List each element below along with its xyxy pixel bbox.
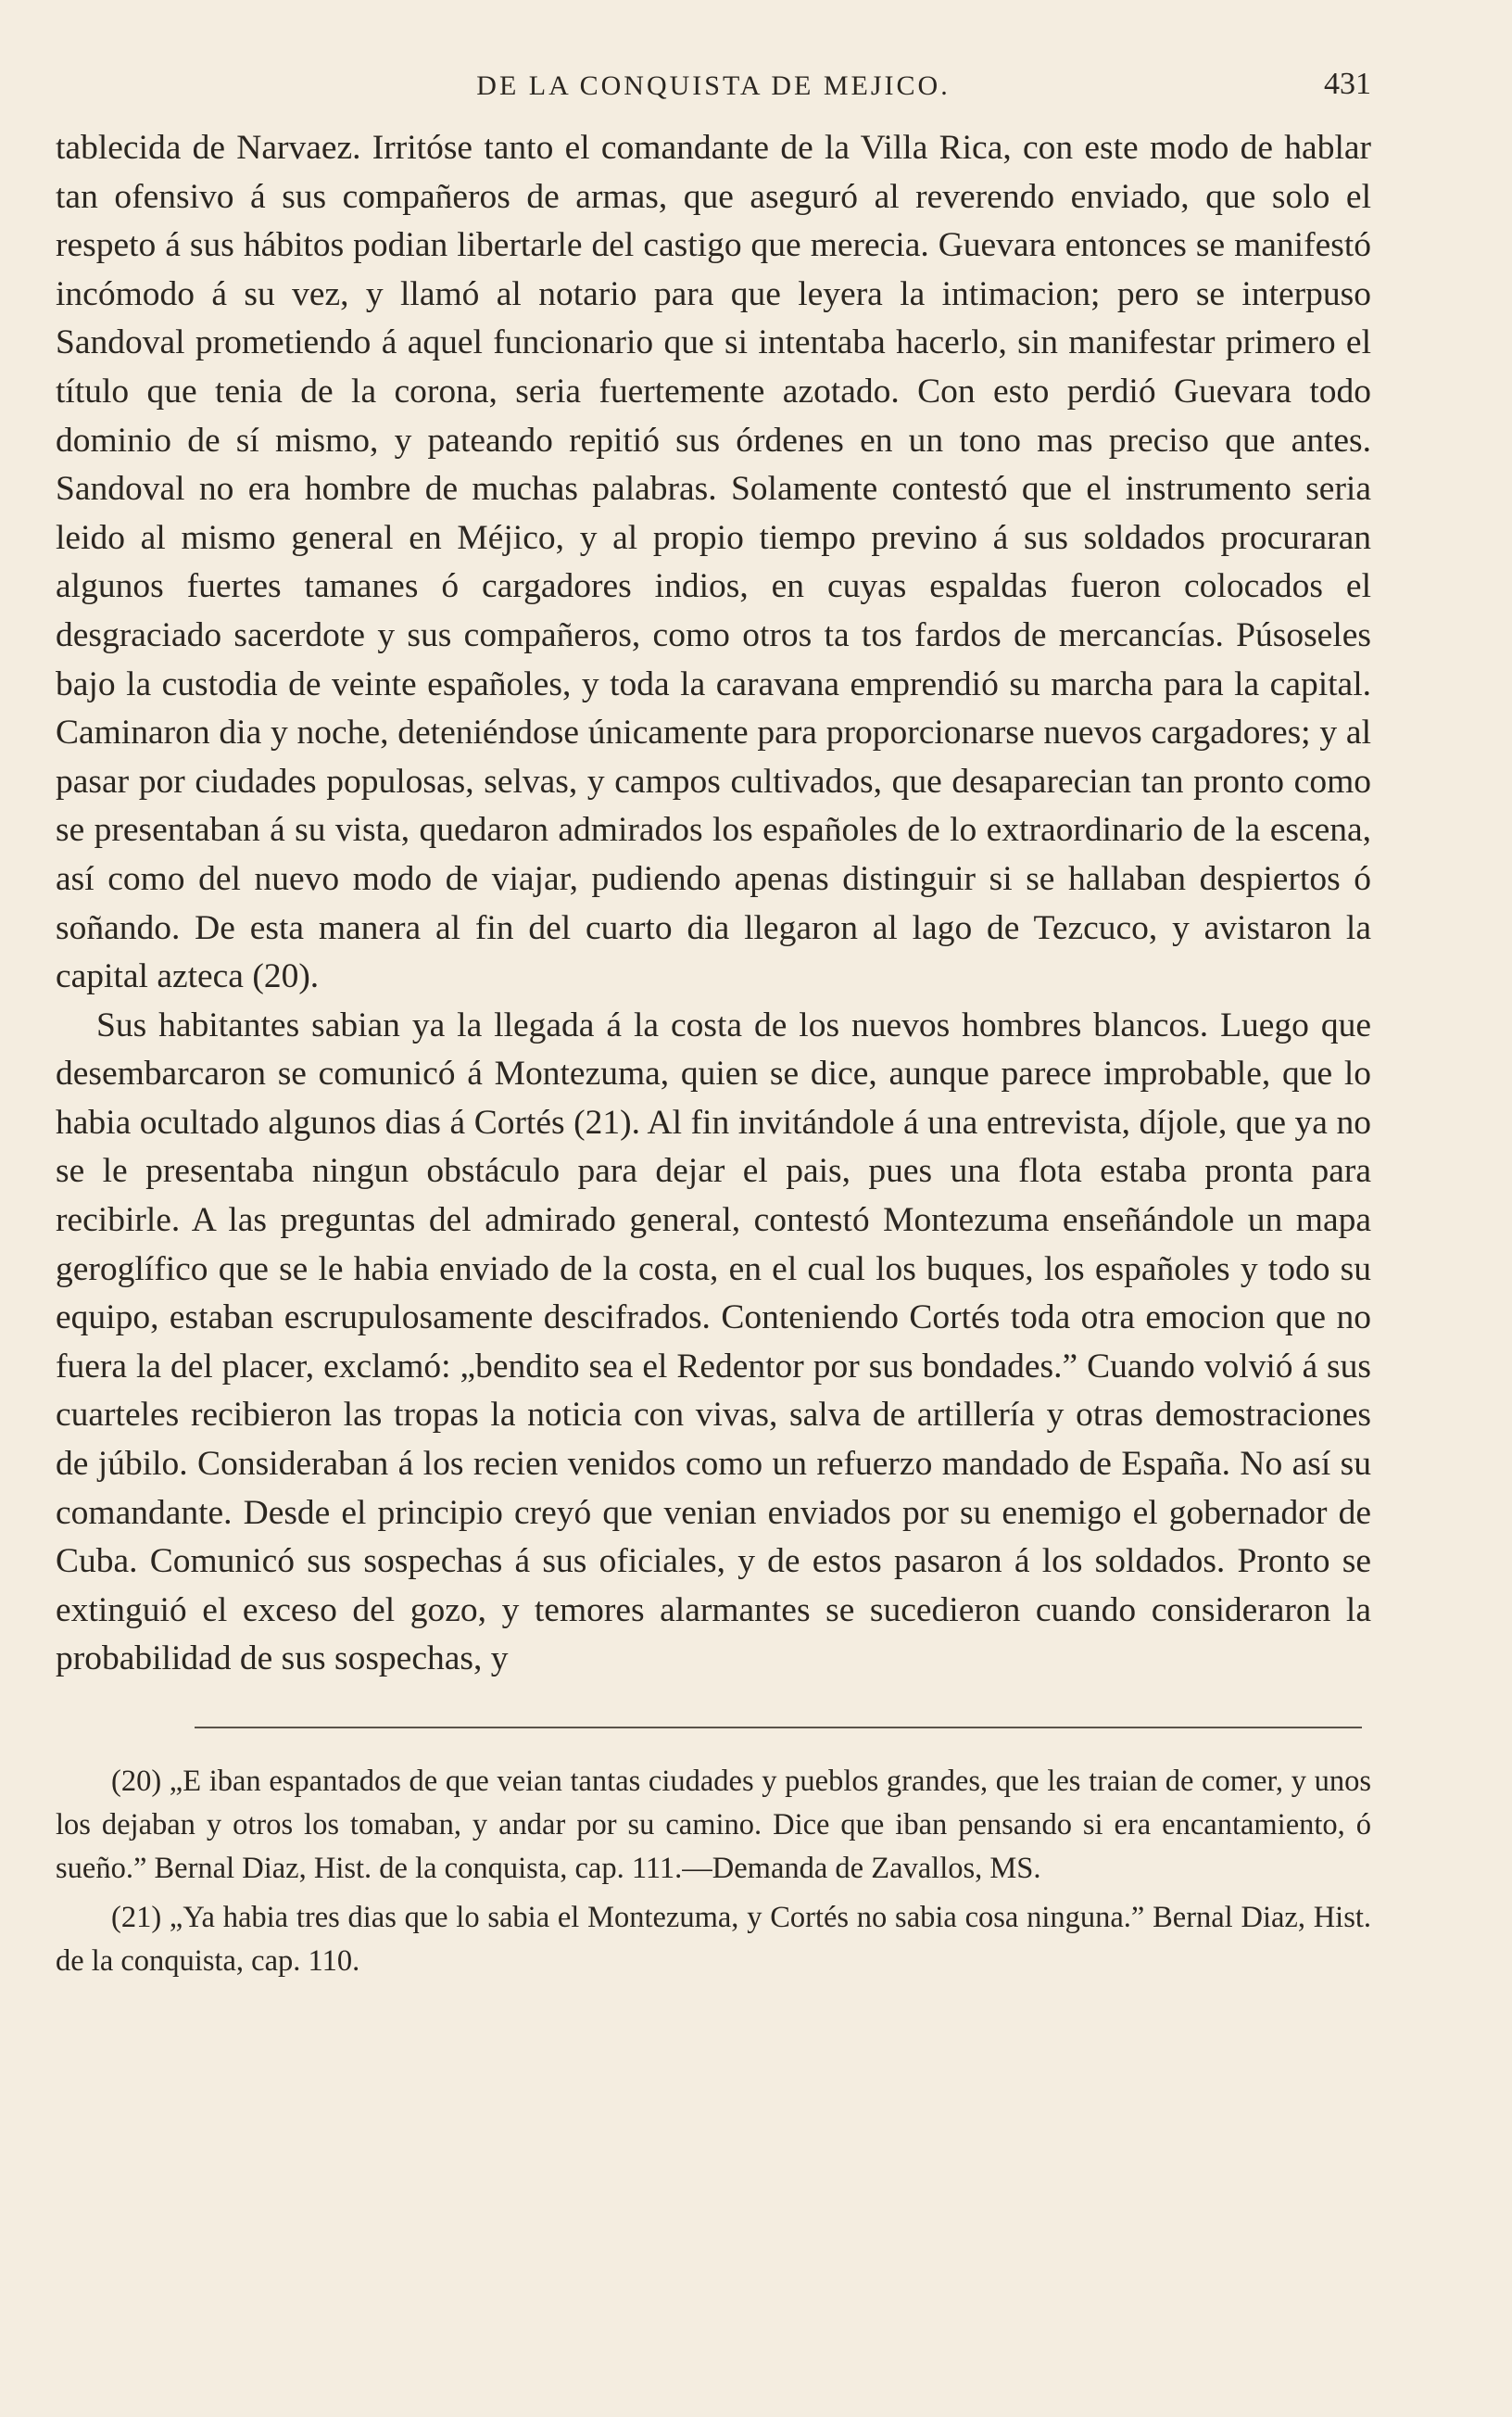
- running-title: DE LA CONQUISTA DE MEJICO.: [476, 70, 951, 101]
- running-head: [56, 65, 1371, 120]
- footnote-20: (20) „E iban espantados de que veian tantas ciudades y pueblos grandes, que les traian de comer, y unos los dejaban y otros los tomaban, y andar por su camino. Dice que iban pensando si era encantamiento, ó sueño.” Bernal Diaz, Hist. de la conquista, cap. 111.—Demanda de Zavallos, MS.: [56, 1765, 1371, 1885]
- paragraph: Sus habitantes sabian ya la llegada á la costa de los nuevos hombres blancos. Luego que desembarcaron se comunicó á Montezuma, quien se dice, aunque parece improbable, que lo habia ocultado algunos dias á Cortés (21). Al fin invitándole á una entrevista, díjole, que ya no se le presentaba ningun obstáculo para dejar el pais, pues una flota estaba pronta para recibirle. A las preguntas del admirado general, contestó Montezuma enseñándole un mapa geroglífico que se le habia enviado de la costa, en el cual los buques, los españoles y todo su equipo, estaban escrupulosamente descifrados. Conteniendo Cortés toda otra emocion que no fuera la del placer, exclamó: „bendito sea el Redentor por sus bondades.” Cuando volvió á sus cuarteles recibieron las tropas la noticia con vivas, salva de artillería y otras demostraciones de júbilo. Consideraban á los recien venidos como un refuerzo mandado de España. No así su comandante. Desde el principio creyó que venian enviados por su enemigo el gobernador de Cuba. Comunicó sus sospechas á sus oficiales, y de estos pasaron á los soldados. Pronto se extinguió el exceso del gozo, y temores alarmantes se sucedieron cuando consideraron la probabilidad de sus sospechas, y: [56, 1006, 1371, 1678]
- footnote-21: (21) „Ya habia tres dias que lo sabia el Montezuma, y Cortés no sabia cosa ninguna.” Bernal Diaz, Hist. de la conquista, cap. 110.: [56, 1901, 1371, 1978]
- footnote-divider: [195, 1727, 1362, 1728]
- paragraph: tablecida de Narvaez. Irritóse tanto el comandante de la Villa Rica, con este modo de hablar tan ofensivo á sus compañeros de armas, que aseguró al reverendo enviado, que solo el respeto á sus hábitos podian libertarle del castigo que merecia. Guevara entonces se manifestó incómodo á su vez, y llamó al notario para que leyera la intimacion; pero se interpuso Sandoval prometiendo á aquel funcionario que si intentaba hacerlo, sin manifestar primero el título que tenia de la corona, seria fuertemente azotado. Con esto perdió Guevara todo dominio de sí mismo, y pateando repitió sus órdenes en un tono mas preciso que antes. Sandoval no era hombre de muchas palabras. Solamente contestó que el instrumento seria leido al mismo general en Méjico, y al propio tiempo previno á sus soldados procuraran algunos fuertes tamanes ó cargadores indios, en cuyas espaldas fueron colocados el desgraciado sacerdote y sus compañeros, como otros ta tos fardos de mercancías. Púsoseles bajo la custodia de veinte españoles, y toda la caravana emprendió su marcha para la capital. Caminaron dia y noche, deteniéndose únicamente para proporcionarse nuevos cargadores; y al pasar por ciudades populosas, selvas, y campos cultivados, que desaparecian tan pronto como se presentaban á su vista, quedaron admirados los españoles de lo extraordinario de la escena, así como del nuevo modo de viajar, pudiendo apenas distinguir si se hallaban despiertos ó soñando. De esta manera al fin del cuarto dia llegaron al lago de Tezcuco, y avistaron la capital azteca (20).: [56, 129, 1371, 996]
- body-text: [56, 124, 1371, 1684]
- book-page: [56, 65, 1371, 1983]
- footnotes: [56, 1760, 1371, 1983]
- page-number: 431: [1324, 67, 1371, 101]
